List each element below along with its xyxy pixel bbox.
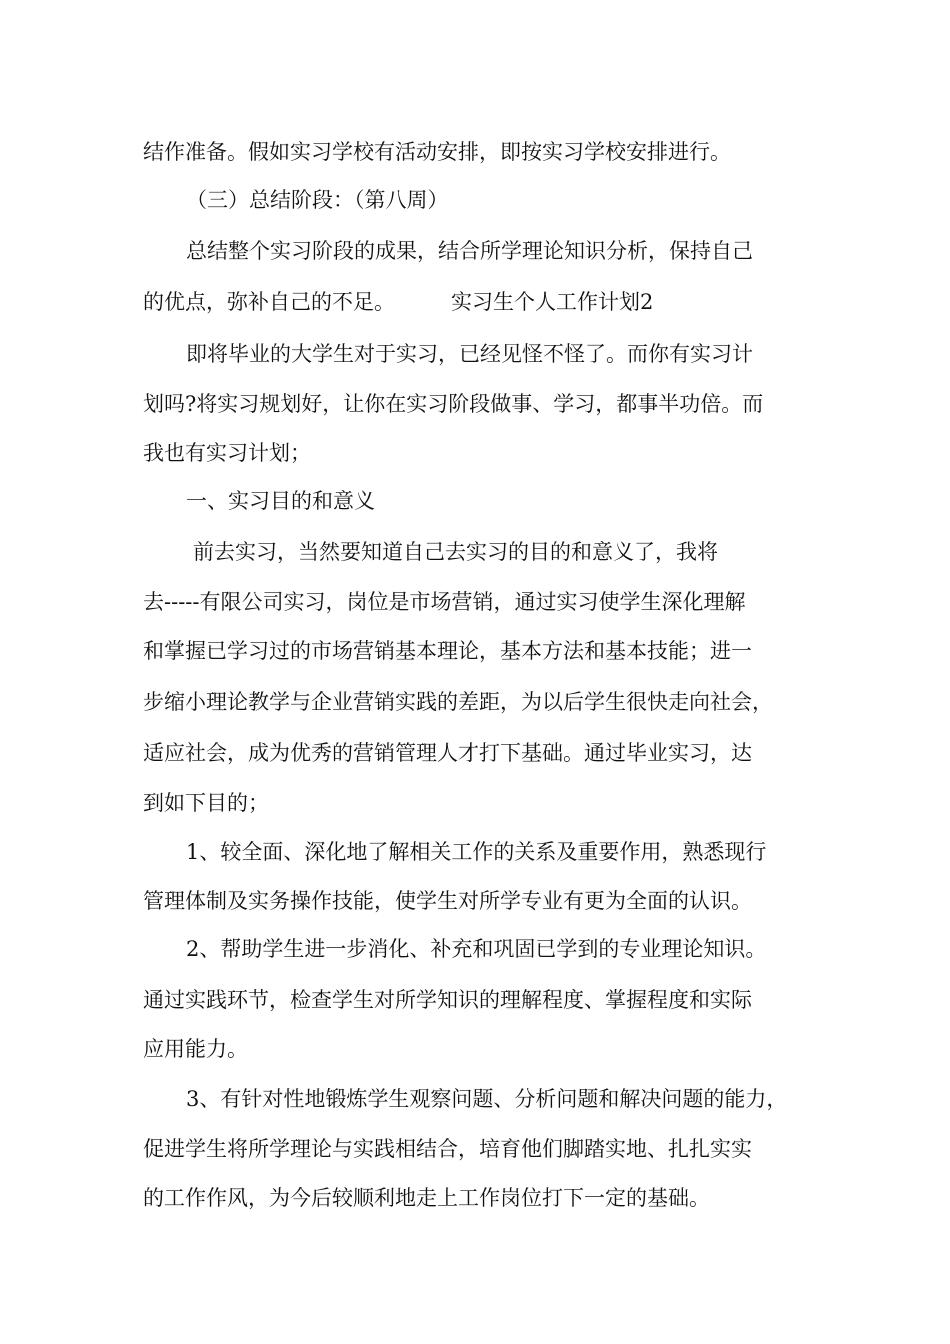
paragraph-line: 通过实践环节，检查学生对所学知识的理解程度、掌握程度和实际 [143, 988, 752, 1012]
paragraph-line: 即将毕业的大学生对于实习，已经见怪不怪了。而你有实习计 [186, 342, 753, 366]
paragraph-line: 适应社会，成为优秀的营销管理人才打下基础。通过毕业实习，达 [143, 741, 752, 765]
paragraph-line: 去-----有限公司实习，岗位是市场营销，通过实习使学生深化理解 [143, 590, 746, 614]
paragraph-line: 应用能力。 [143, 1037, 248, 1061]
paragraph-line: 2、帮助学生进一步消化、补充和巩固已学到的专业理论知识。 [186, 937, 767, 961]
paragraph-line: 管理体制及实务操作技能，使学生对所学专业有更为全面的认识。 [143, 889, 752, 913]
section-heading: （三）总结阶段：（第八周） [186, 188, 449, 212]
paragraph-line: 1、较全面、深化地了解相关工作的关系及重要作用，熟悉现行 [186, 840, 767, 864]
paragraph-line: 的工作作风，为今后较顺利地走上工作岗位打下一定的基础。 [143, 1186, 710, 1210]
paragraph-line: 到如下目的； [143, 791, 269, 815]
paragraph-line: 总结整个实习阶段的成果，结合所学理论知识分析，保持自己 [186, 239, 753, 263]
paragraph-line: 前去实习，当然要知道自己去实习的目的和意义了，我将 [193, 540, 718, 564]
paragraph-line: 结作准备。假如实习学校有活动安排，即按实习学校安排进行。 [143, 140, 731, 164]
document-title: 实习生个人工作计划2 [451, 290, 654, 314]
paragraph-line: 我也有实习计划； [143, 441, 311, 465]
section-heading: 一、实习目的和意义 [186, 489, 375, 513]
paragraph-line: 步缩小理论教学与企业营销实践的差距，为以后学生很快走向社会， [143, 690, 773, 714]
paragraph-line: 划吗?将实习规划好，让你在实习阶段做事、学习，都事半功倍。而 [143, 392, 764, 416]
paragraph-line: 3、有针对性地锻炼学生观察问题、分析问题和解决问题的能力， [186, 1087, 788, 1111]
paragraph-line: 促进学生将所学理论与实践相结合，培育他们脚踏实地、扎扎实实 [143, 1137, 752, 1161]
paragraph-line: 和掌握已学习过的市场营销基本理论，基本方法和基本技能；进一 [143, 639, 752, 663]
paragraph-line: 的优点，弥补自己的不足。 实习生个人工作计划2 [143, 290, 654, 314]
